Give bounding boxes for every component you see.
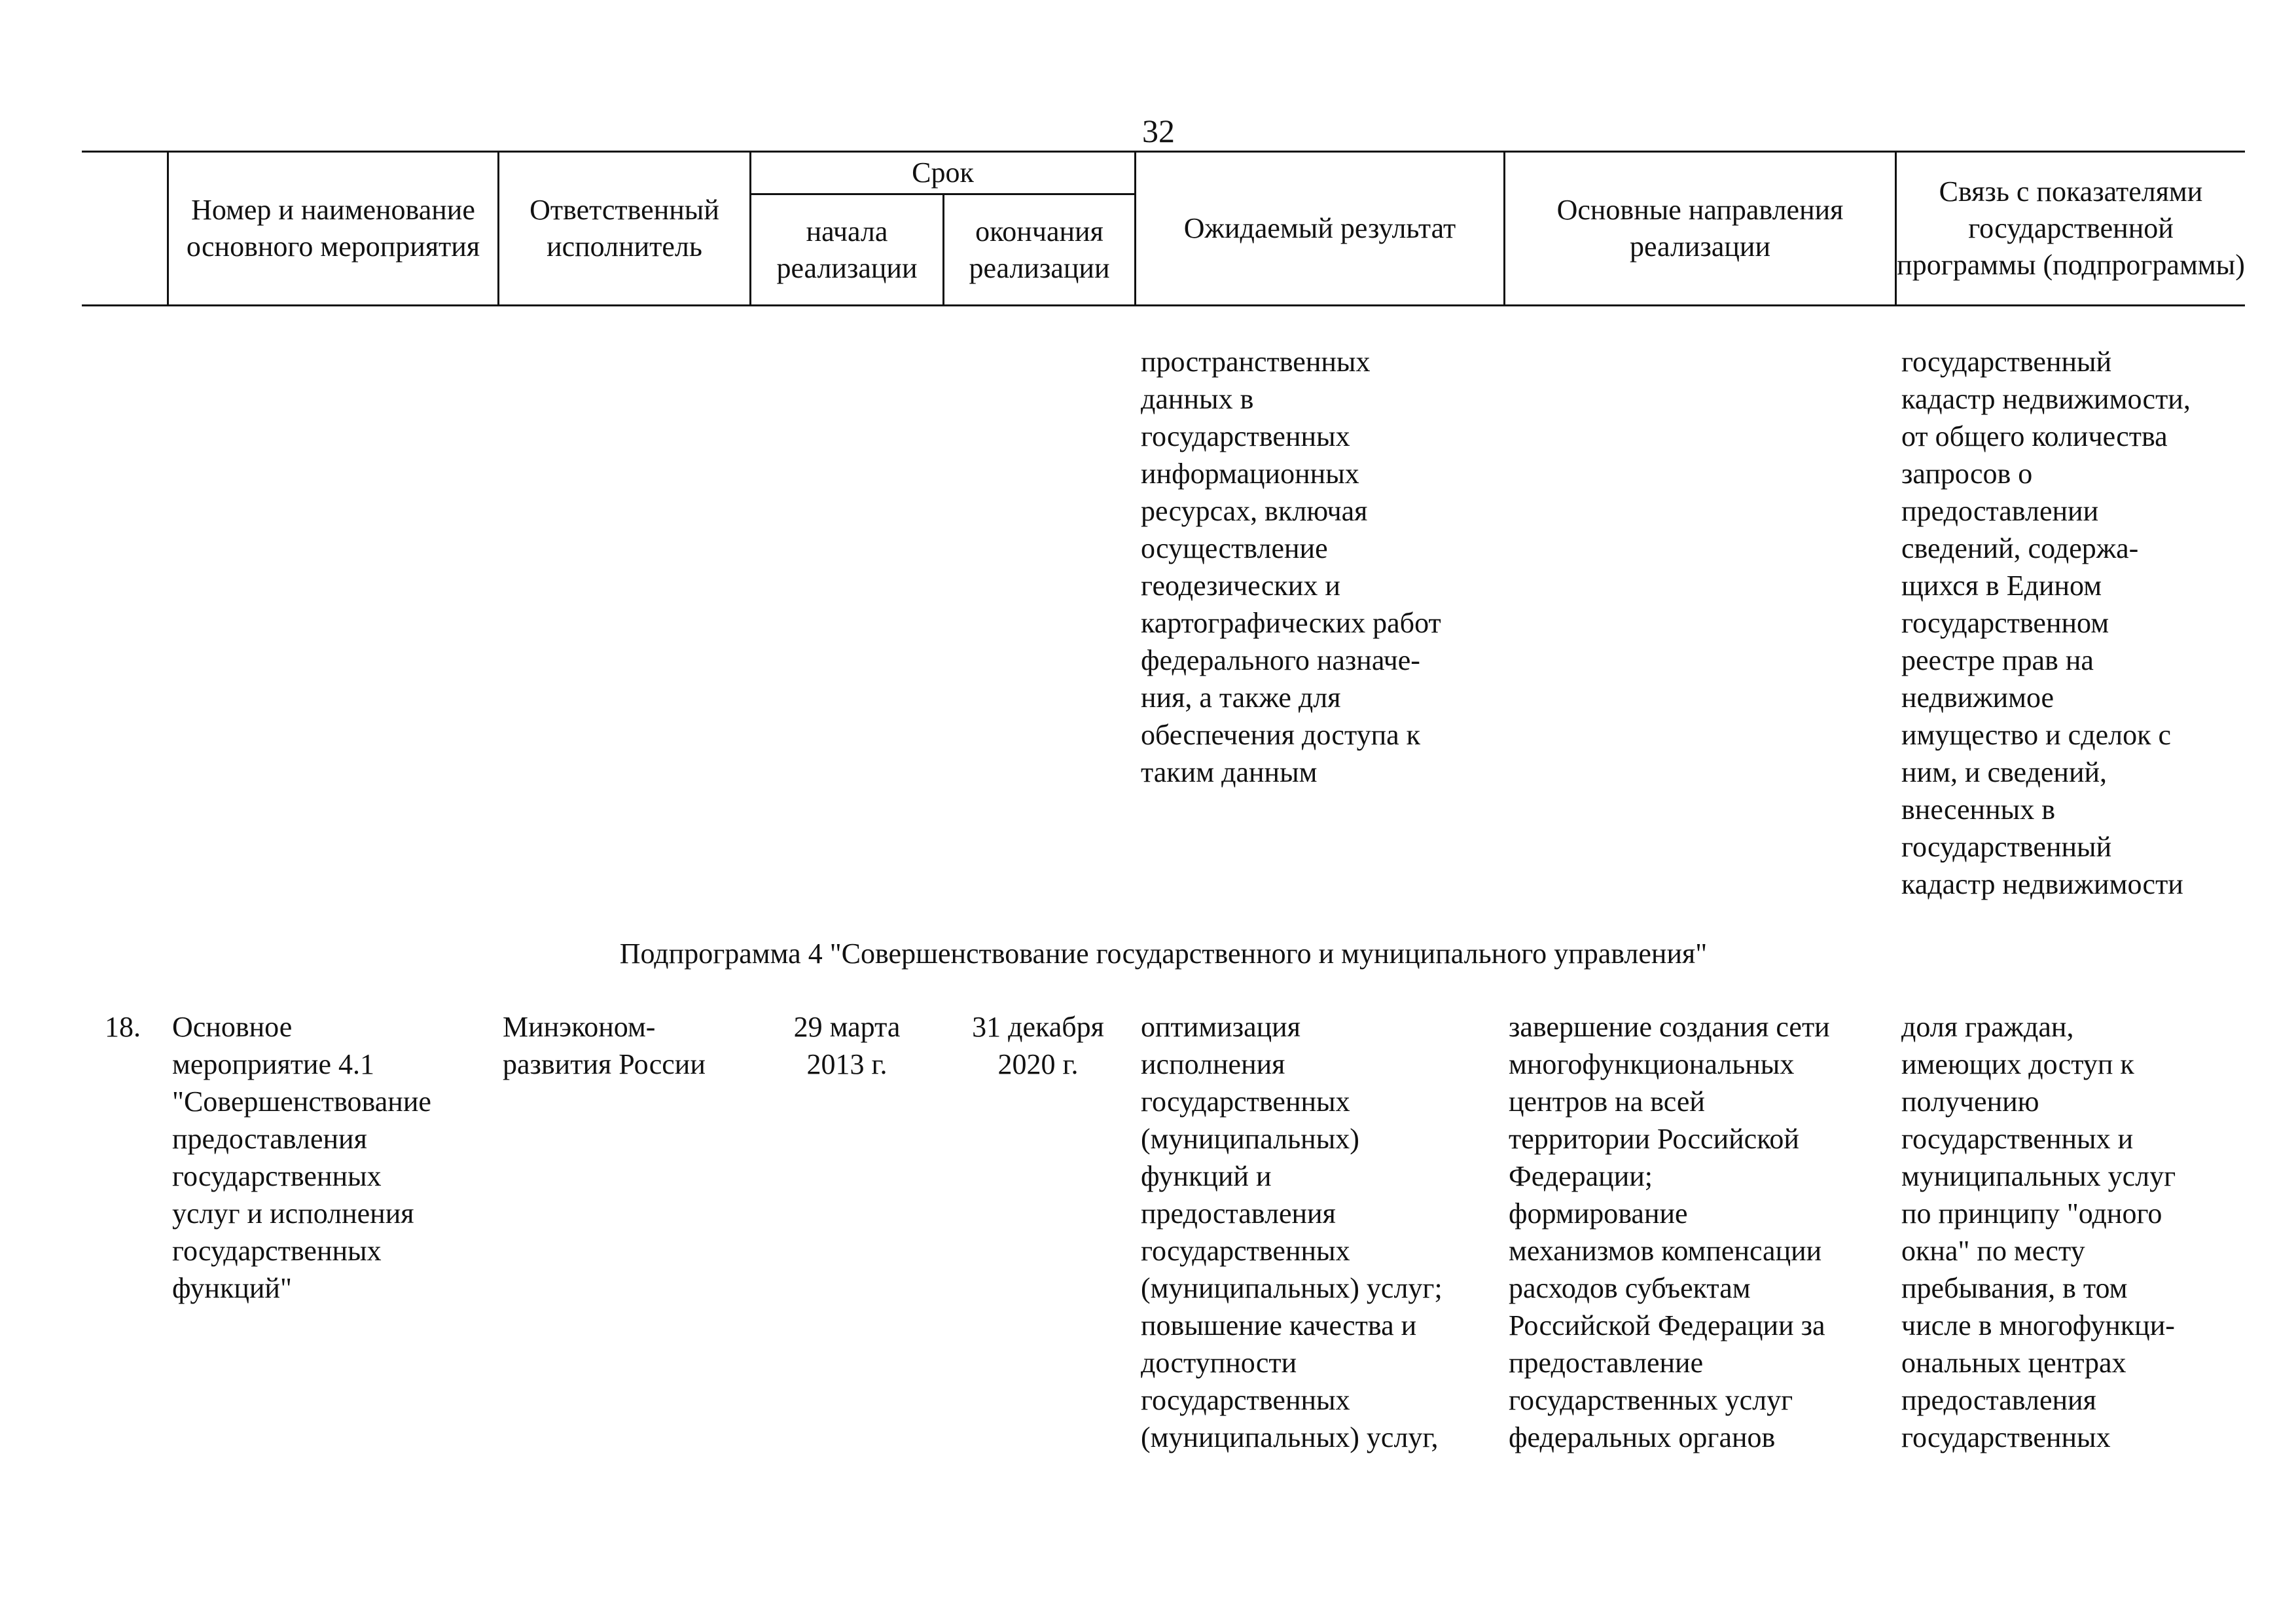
row-end: 31 декабря 2020 г.	[972, 1011, 1104, 1080]
row-expected: оптимизация исполнения государственных (муниципальных) функций и предоставления государственных (муниципальных) услуг; повышение качества и доступности государственных (муниципальных) услуг,	[1141, 1011, 1443, 1453]
subprogram-title: Подпрограмма 4 "Совершенствование государственного и муниципального управления"	[619, 938, 1708, 970]
page-number: 32	[1142, 113, 1175, 149]
row-number: 18.	[105, 1011, 141, 1043]
header-start: начала реализации	[776, 215, 918, 284]
continuation-expected: пространственных данных в государственных информационных ресурсах, включая осуществление геодезических и картографических работ федерального назначе- ния, а также для обеспечения доступа к таким данным	[1141, 346, 1441, 788]
row-start: 29 марта 2013 г.	[793, 1011, 901, 1080]
header-number-name: Номер и наименование основного мероприятия	[186, 194, 480, 263]
header-directions: Основные направления реализации	[1556, 194, 1844, 263]
header-link: Связь с показателями государственной программы (подпрограммы)	[1897, 175, 2245, 281]
header-responsible: Ответственный исполнитель	[529, 194, 719, 263]
row-responsible: Минэконом- развития России	[503, 1011, 706, 1080]
header-expected: Ожидаемый результат	[1183, 212, 1456, 244]
table-header	[82, 151, 2245, 306]
header-end: окончания реализации	[969, 215, 1110, 284]
row-link: доля граждан, имеющих доступ к получению государственных и муниципальных услуг по принципу "одного окна" по месту пребывания, в том числе в многофункци- ональных центрах предоставления государственных	[1901, 1011, 2176, 1453]
header-term: Срок	[912, 156, 974, 189]
continuation-link: государственный кадастр недвижимости, от общего количества запросов о предоставлении сведений, содержа- щихся в Едином государственном реестре прав на недвижимое имущество и сделок с ним, и сведений, внесенных в государственный кадастр недвижимости	[1901, 346, 2191, 900]
row-name: Основное мероприятие 4.1 "Совершенствование предоставления государственных услуг и исполнения государственных функций"	[172, 1011, 431, 1304]
row-directions: завершение создания сети многофункциональных центров на всей территории Российской Федерации; формирование механизмов компенсации расходов субъектам Российской Федерации за предоставление государственных услуг федеральных органов	[1509, 1011, 1830, 1453]
